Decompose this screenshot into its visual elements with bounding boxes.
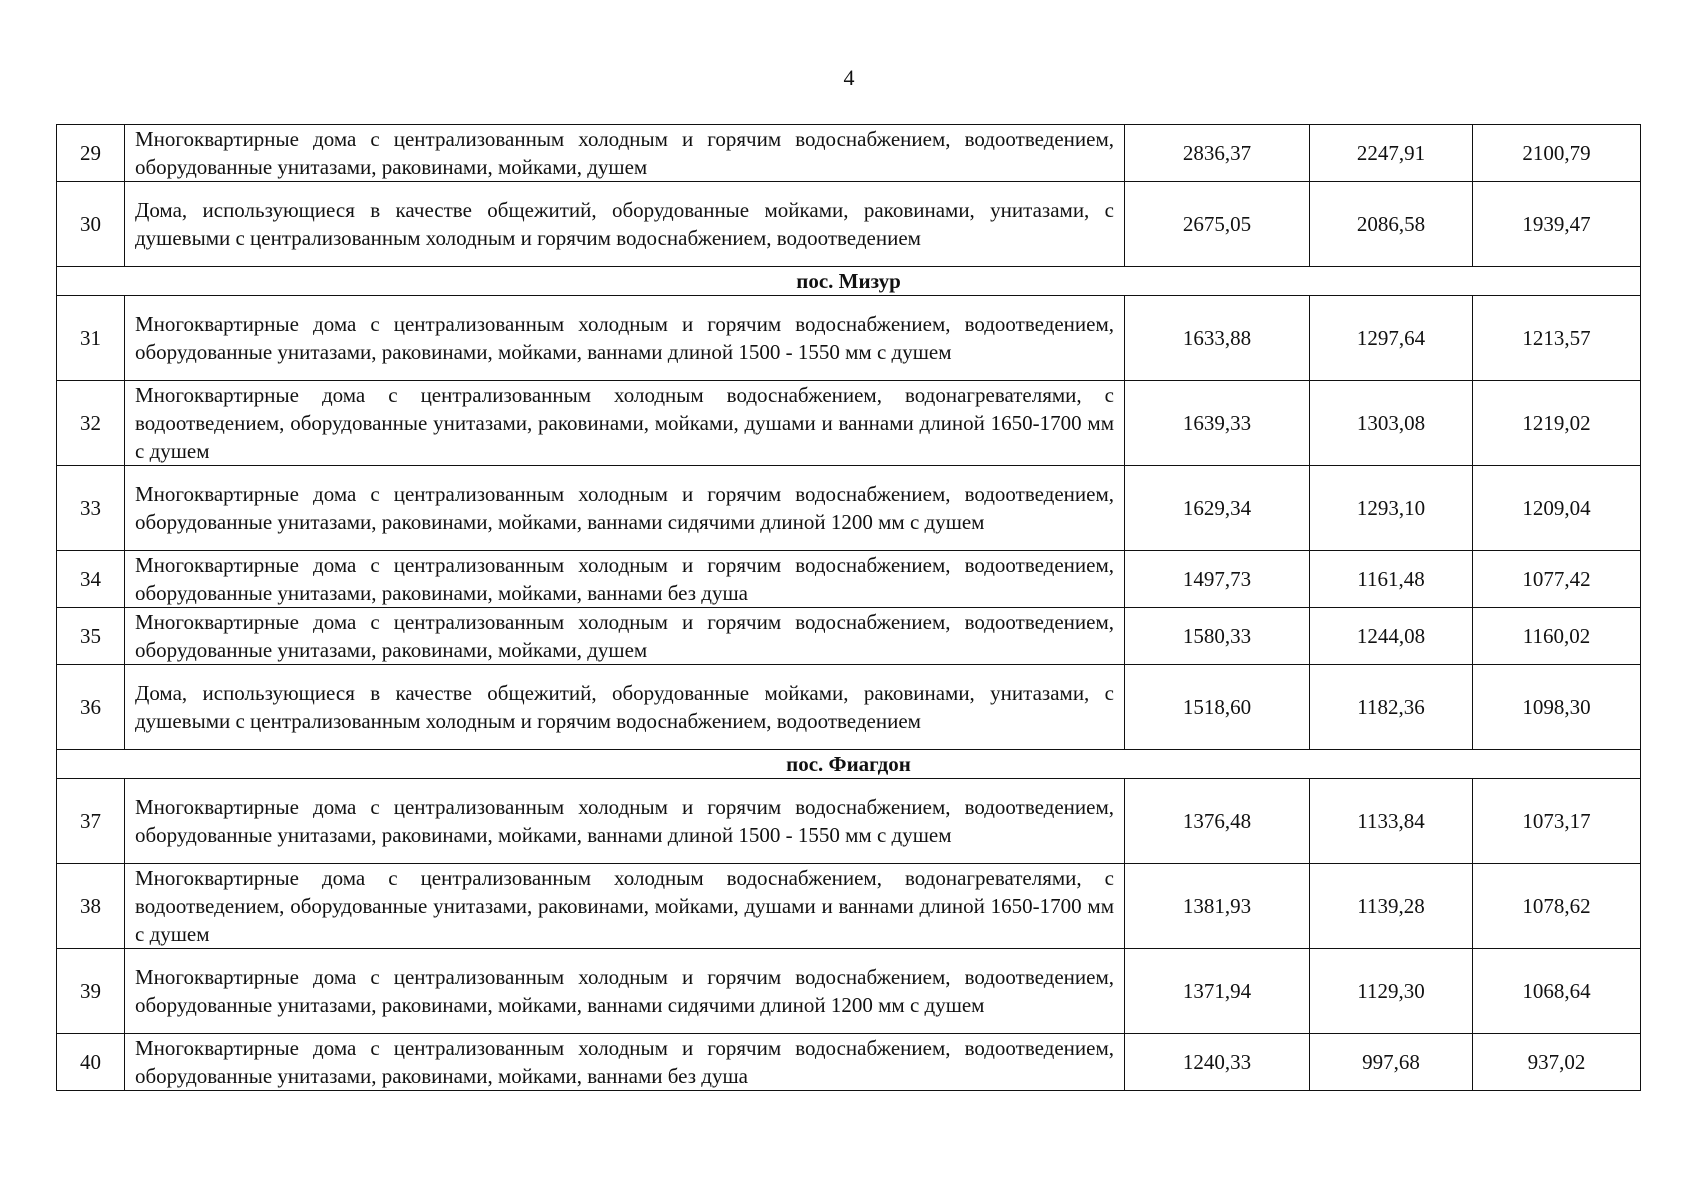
table-row [57,182,1641,267]
row-description: Многоквартирные дома с централизованным холодным и горячим водоснабжением, водоотведением, оборудованные унитазами, раковинами, мойками, ваннами длиной 1500 - 1550 мм с душем [125,779,1125,864]
value-column-3: 1098,30 [1473,665,1641,750]
table-row [57,466,1641,551]
table-row [57,864,1641,949]
value-column-2: 1139,28 [1310,864,1473,949]
value-column-1: 1376,48 [1125,779,1310,864]
value-column-1: 1633,88 [1125,296,1310,381]
row-number: 38 [57,864,125,949]
value-column-2: 1297,64 [1310,296,1473,381]
row-description: Многоквартирные дома с централизованным холодным водоснабжением, водонагревателями, с водоотведением, оборудованные унитазами, раковинами, мойками, душами и ваннами длиной 1650-1700 мм с душем [125,381,1125,466]
value-column-1: 1639,33 [1125,381,1310,466]
value-column-1: 1518,60 [1125,665,1310,750]
tariff-table [56,124,1641,1091]
section-title: пос. Фиагдон [57,750,1641,779]
value-column-2: 2247,91 [1310,125,1473,182]
value-column-3: 937,02 [1473,1034,1641,1091]
value-column-3: 1160,02 [1473,608,1641,665]
table-row [57,608,1641,665]
row-description: Многоквартирные дома с централизованным холодным и горячим водоснабжением, водоотведением, оборудованные унитазами, раковинами, мойками, ваннами без душа [125,1034,1125,1091]
row-description: Многоквартирные дома с централизованным холодным и горячим водоснабжением, водоотведением, оборудованные унитазами, раковинами, мойками, ваннами без душа [125,551,1125,608]
value-column-1: 1381,93 [1125,864,1310,949]
row-description: Дома, использующиеся в качестве общежитий, оборудованные мойками, раковинами, унитазами, с душевыми с централизованным холодным и горячим водоснабжением, водоотведением [125,182,1125,267]
row-description: Многоквартирные дома с централизованным холодным и горячим водоснабжением, водоотведением, оборудованные унитазами, раковинами, мойками, ваннами длиной 1500 - 1550 мм с душем [125,296,1125,381]
row-number: 36 [57,665,125,750]
value-column-2: 1244,08 [1310,608,1473,665]
row-number: 33 [57,466,125,551]
tariff-table-body [57,125,1641,1091]
row-description: Многоквартирные дома с централизованным холодным водоснабжением, водонагревателями, с водоотведением, оборудованные унитазами, раковинами, мойками, душами и ваннами длиной 1650-1700 мм с душем [125,864,1125,949]
value-column-2: 1129,30 [1310,949,1473,1034]
value-column-1: 1497,73 [1125,551,1310,608]
value-column-1: 2675,05 [1125,182,1310,267]
value-column-3: 1209,04 [1473,466,1641,551]
table-row [57,779,1641,864]
value-column-1: 1580,33 [1125,608,1310,665]
page-number: 4 [843,65,855,90]
value-column-2: 1303,08 [1310,381,1473,466]
value-column-2: 1293,10 [1310,466,1473,551]
value-column-3: 1213,57 [1473,296,1641,381]
value-column-3: 2100,79 [1473,125,1641,182]
row-number: 29 [57,125,125,182]
value-column-2: 2086,58 [1310,182,1473,267]
row-number: 34 [57,551,125,608]
value-column-3: 1219,02 [1473,381,1641,466]
value-column-3: 1068,64 [1473,949,1641,1034]
value-column-3: 1073,17 [1473,779,1641,864]
row-number: 35 [57,608,125,665]
section-header-row [57,267,1641,296]
value-column-2: 997,68 [1310,1034,1473,1091]
table-row [57,665,1641,750]
value-column-3: 1078,62 [1473,864,1641,949]
value-column-1: 1371,94 [1125,949,1310,1034]
row-description: Дома, использующиеся в качестве общежитий, оборудованные мойками, раковинами, унитазами, с душевыми с централизованным холодным и горячим водоснабжением, водоотведением [125,665,1125,750]
value-column-3: 1939,47 [1473,182,1641,267]
value-column-2: 1182,36 [1310,665,1473,750]
section-header-row [57,750,1641,779]
value-column-1: 2836,37 [1125,125,1310,182]
row-number: 37 [57,779,125,864]
table-row [57,296,1641,381]
row-number: 40 [57,1034,125,1091]
table-row [57,125,1641,182]
table-row [57,551,1641,608]
value-column-1: 1629,34 [1125,466,1310,551]
row-description: Многоквартирные дома с централизованным холодным и горячим водоснабжением, водоотведением, оборудованные унитазами, раковинами, мойками, ваннами сидячими длиной 1200 мм с душем [125,949,1125,1034]
row-number: 32 [57,381,125,466]
value-column-1: 1240,33 [1125,1034,1310,1091]
value-column-2: 1133,84 [1310,779,1473,864]
row-description: Многоквартирные дома с централизованным холодным и горячим водоснабжением, водоотведением, оборудованные унитазами, раковинами, мойками, душем [125,608,1125,665]
table-row [57,949,1641,1034]
row-number: 39 [57,949,125,1034]
table-row [57,381,1641,466]
table-row [57,1034,1641,1091]
row-number: 30 [57,182,125,267]
row-description: Многоквартирные дома с централизованным холодным и горячим водоснабжением, водоотведением, оборудованные унитазами, раковинами, мойками, ваннами сидячими длиной 1200 мм с душем [125,466,1125,551]
value-column-3: 1077,42 [1473,551,1641,608]
value-column-2: 1161,48 [1310,551,1473,608]
section-title: пос. Мизур [57,267,1641,296]
row-description: Многоквартирные дома с централизованным холодным и горячим водоснабжением, водоотведением, оборудованные унитазами, раковинами, мойками, душем [125,125,1125,182]
row-number: 31 [57,296,125,381]
